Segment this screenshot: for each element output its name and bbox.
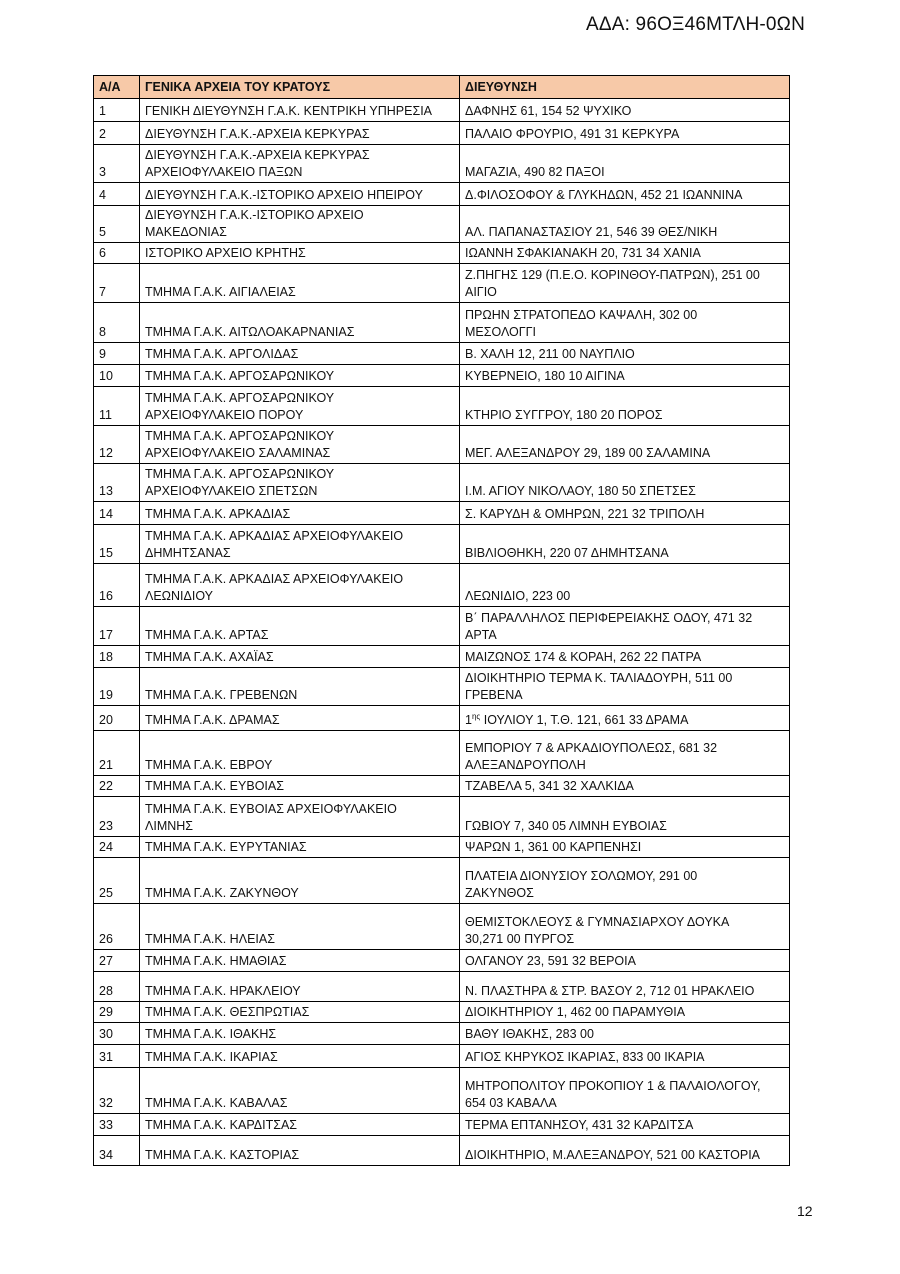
table-row <box>94 564 790 607</box>
table-row <box>94 904 790 950</box>
archive-name: ΔΙΕΥΘΥΝΣΗ Γ.Α.Κ.-ΙΣΤΟΡΙΚΟ ΑΡΧΕΙΟ ΜΑΚΕΔΟΝΙΑΣ <box>140 206 460 243</box>
archive-name: ΤΜΗΜΑ Γ.Α.Κ. ΚΑΒΑΛΑΣ <box>140 1068 460 1114</box>
archive-name: ΤΜΗΜΑ Γ.Α.Κ. ΑΡΓΟΣΑΡΩΝΙΚΟΥ ΑΡΧΕΙΟΦΥΛΑΚΕΙΟ ΣΑΛΑΜΙΝΑΣ <box>140 426 460 464</box>
table-row <box>94 183 790 206</box>
archive-name: ΤΜΗΜΑ Γ.Α.Κ. ΙΚΑΡΙΑΣ <box>140 1045 460 1068</box>
row-number: 24 <box>94 837 140 858</box>
table-row <box>94 387 790 426</box>
archive-address: ΑΛ. ΠΑΠΑΝΑΣΤΑΣΙΟΥ 21, 546 39 ΘΕΣ/ΝΙΚΗ <box>460 206 790 243</box>
table-header-row <box>94 76 790 99</box>
table-row <box>94 731 790 776</box>
archive-name: ΤΜΗΜΑ Γ.Α.Κ. ΕΒΡΟΥ <box>140 731 460 776</box>
archive-address: ΠΑΛΑΙΟ ΦΡΟΥΡΙΟ, 491 31 ΚΕΡΚΥΡΑ <box>460 122 790 145</box>
row-number: 10 <box>94 365 140 387</box>
row-number: 21 <box>94 731 140 776</box>
row-number: 3 <box>94 145 140 183</box>
archive-name: ΤΜΗΜΑ Γ.Α.Κ. ΚΑΣΤΟΡΙΑΣ <box>140 1136 460 1166</box>
table-body <box>94 99 790 1166</box>
row-number: 31 <box>94 1045 140 1068</box>
row-number: 20 <box>94 706 140 731</box>
archive-name: ΤΜΗΜΑ Γ.Α.Κ. ΑΡΓΟΣΑΡΩΝΙΚΟΥ ΑΡΧΕΙΟΦΥΛΑΚΕΙΟ ΣΠΕΤΣΩΝ <box>140 464 460 502</box>
archive-name: ΤΜΗΜΑ Γ.Α.Κ. ΗΜΑΘΙΑΣ <box>140 950 460 972</box>
table-row <box>94 99 790 122</box>
archive-address: ΚΥΒΕΡΝΕΙΟ, 180 10 ΑΙΓΙΝΑ <box>460 365 790 387</box>
archive-address: ΜΕΓ. ΑΛΕΞΑΝΔΡΟΥ 29, 189 00 ΣΑΛΑΜΙΝΑ <box>460 426 790 464</box>
archive-name: ΤΜΗΜΑ Γ.Α.Κ. ΑΙΓΙΑΛΕΙΑΣ <box>140 264 460 303</box>
row-number: 22 <box>94 776 140 797</box>
table-row <box>94 797 790 837</box>
archive-name: ΤΜΗΜΑ Γ.Α.Κ. ΑΙΤΩΛΟΑΚΑΡΝΑΝΙΑΣ <box>140 303 460 343</box>
row-number: 26 <box>94 904 140 950</box>
table-row <box>94 206 790 243</box>
row-number: 15 <box>94 525 140 564</box>
archives-table <box>93 75 790 1166</box>
archive-address: ΘΕΜΙΣΤΟΚΛΕΟΥΣ & ΓΥΜΝΑΣΙΑΡΧΟΥ ΔΟΥΚΑ 30,271 00 ΠΥΡΓΟΣ <box>460 904 790 950</box>
archive-name: ΤΜΗΜΑ Γ.Α.Κ. ΑΡΓΟΛΙΔΑΣ <box>140 343 460 365</box>
row-number: 2 <box>94 122 140 145</box>
archive-name: ΔΙΕΥΘΥΝΣΗ Γ.Α.Κ.-ΙΣΤΟΡΙΚΟ ΑΡΧΕΙΟ ΗΠΕΙΡΟΥ <box>140 183 460 206</box>
archive-address: ΛΕΩΝΙΔΙΟ, 223 00 <box>460 564 790 607</box>
archive-address: ΨΑΡΩΝ 1, 361 00 ΚΑΡΠΕΝΗΣΙ <box>460 837 790 858</box>
row-number: 29 <box>94 1002 140 1023</box>
row-number: 8 <box>94 303 140 343</box>
archive-name: ΤΜΗΜΑ Γ.Α.Κ. ΕΥΡΥΤΑΝΙΑΣ <box>140 837 460 858</box>
archive-address: ΜΑΓΑΖΙΑ, 490 82 ΠΑΞΟΙ <box>460 145 790 183</box>
row-number: 14 <box>94 502 140 525</box>
table-row <box>94 365 790 387</box>
address-suffix: ΙΟΥΛΙΟΥ 1, Τ.Θ. 121, 661 33 ΔΡΑΜΑ <box>480 713 689 727</box>
archive-address: ΜΑΙΖΩΝΟΣ 174 & ΚΟΡΑΗ, 262 22 ΠΑΤΡΑ <box>460 646 790 668</box>
table-row <box>94 1045 790 1068</box>
archive-address: ΒΙΒΛΙΟΘΗΚΗ, 220 07 ΔΗΜΗΤΣΑΝΑ <box>460 525 790 564</box>
archive-address: ΕΜΠΟΡΙΟΥ 7 & ΑΡΚΑΔΙΟΥΠΟΛΕΩΣ, 681 32 ΑΛΕΞΑΝΔΡΟΥΠΟΛΗ <box>460 731 790 776</box>
archive-name: ΤΜΗΜΑ Γ.Α.Κ. ΕΥΒΟΙΑΣ ΑΡΧΕΙΟΦΥΛΑΚΕΙΟ ΛΙΜΝΗΣ <box>140 797 460 837</box>
table-row <box>94 264 790 303</box>
table-row <box>94 706 790 731</box>
table-row <box>94 1136 790 1166</box>
archive-address: ΒΑΘΥ ΙΘΑΚΗΣ, 283 00 <box>460 1023 790 1045</box>
archive-name: ΤΜΗΜΑ Γ.Α.Κ. ΑΡΚΑΔΙΑΣ ΑΡΧΕΙΟΦΥΛΑΚΕΙΟ ΛΕΩΝΙΔΙΟΥ <box>140 564 460 607</box>
table-row <box>94 464 790 502</box>
row-number: 34 <box>94 1136 140 1166</box>
table-row <box>94 1114 790 1136</box>
archive-name: ΤΜΗΜΑ Γ.Α.Κ. ΗΛΕΙΑΣ <box>140 904 460 950</box>
row-number: 32 <box>94 1068 140 1114</box>
archive-name: ΤΜΗΜΑ Γ.Α.Κ. ΘΕΣΠΡΩΤΙΑΣ <box>140 1002 460 1023</box>
archive-address: ΔΑΦΝΗΣ 61, 154 52 ΨΥΧΙΚΟ <box>460 99 790 122</box>
row-number: 33 <box>94 1114 140 1136</box>
archive-address: ΚΤΗΡΙΟ ΣΥΓΓΡΟΥ, 180 20 ΠΟΡΟΣ <box>460 387 790 426</box>
table-row <box>94 243 790 264</box>
ada-code: ΑΔΑ: 96ΟΞ46ΜΤΛΗ-0ΩΝ <box>585 14 805 35</box>
table-row <box>94 122 790 145</box>
archive-address: ΔΙΟΙΚΗΤΗΡΙΟ, Μ.ΑΛΕΞΑΝΔΡΟΥ, 521 00 ΚΑΣΤΟΡΙΑ <box>460 1136 790 1166</box>
archive-address: Ι.Μ. ΑΓΙΟΥ ΝΙΚΟΛΑΟΥ, 180 50 ΣΠΕΤΣΕΣ <box>460 464 790 502</box>
row-number: 1 <box>94 99 140 122</box>
archive-name: ΤΜΗΜΑ Γ.Α.Κ. ΑΧΑΪΑΣ <box>140 646 460 668</box>
row-number: 12 <box>94 426 140 464</box>
archive-name: ΤΜΗΜΑ Γ.Α.Κ. ΑΡΤΑΣ <box>140 607 460 646</box>
archive-name: ΤΜΗΜΑ Γ.Α.Κ. ΚΑΡΔΙΤΣΑΣ <box>140 1114 460 1136</box>
table-row <box>94 972 790 1002</box>
archive-name: ΤΜΗΜΑ Γ.Α.Κ. ΔΡΑΜΑΣ <box>140 706 460 731</box>
archive-name: ΤΜΗΜΑ Γ.Α.Κ. ΑΡΓΟΣΑΡΩΝΙΚΟΥ <box>140 365 460 387</box>
archive-address: Β. ΧΑΛΗ 12, 211 00 ΝΑΥΠΛΙΟ <box>460 343 790 365</box>
archive-address: Β΄ ΠΑΡΑΛΛΗΛΟΣ ΠΕΡΙΦΕΡΕΙΑΚΗΣ ΟΔΟΥ, 471 32 ΑΡΤΑ <box>460 607 790 646</box>
table-row <box>94 950 790 972</box>
archive-address: ΙΩΑΝΝΗ ΣΦΑΚΙΑΝΑΚΗ 20, 731 34 ΧΑΝΙΑ <box>460 243 790 264</box>
archive-address <box>460 706 790 731</box>
row-number: 6 <box>94 243 140 264</box>
table-row <box>94 1023 790 1045</box>
row-number: 25 <box>94 858 140 904</box>
archive-name: ΤΜΗΜΑ Γ.Α.Κ. ΑΡΓΟΣΑΡΩΝΙΚΟΥ ΑΡΧΕΙΟΦΥΛΑΚΕΙΟ ΠΟΡΟΥ <box>140 387 460 426</box>
archive-address: ΔΙΟΙΚΗΤΗΡΙΟ ΤΕΡΜΑ Κ. ΤΑΛΙΑΔΟΥΡΗ, 511 00 ΓΡΕΒΕΝΑ <box>460 668 790 706</box>
archive-name: ΤΜΗΜΑ Γ.Α.Κ. ΙΘΑΚΗΣ <box>140 1023 460 1045</box>
archive-address: Δ.ΦΙΛΟΣΟΦΟΥ & ΓΛΥΚΗΔΩΝ, 452 21 ΙΩΑΝΝΙΝΑ <box>460 183 790 206</box>
archive-address: Σ. ΚΑΡΥΔΗ & ΟΜΗΡΩΝ, 221 32 ΤΡΙΠΟΛΗ <box>460 502 790 525</box>
archive-name: ΤΜΗΜΑ Γ.Α.Κ. ΓΡΕΒΕΝΩΝ <box>140 668 460 706</box>
archive-address: ΠΛΑΤΕΙΑ ΔΙΟΝΥΣΙΟΥ ΣΟΛΩΜΟΥ, 291 00 ΖΑΚΥΝΘΟΣ <box>460 858 790 904</box>
archive-name: ΤΜΗΜΑ Γ.Α.Κ. ΗΡΑΚΛΕΙΟΥ <box>140 972 460 1002</box>
row-number: 17 <box>94 607 140 646</box>
table-row <box>94 525 790 564</box>
archive-name: ΤΜΗΜΑ Γ.Α.Κ. ΖΑΚΥΝΘΟΥ <box>140 858 460 904</box>
column-header-aa: Α/Α <box>94 76 140 99</box>
row-number: 23 <box>94 797 140 837</box>
archive-address: ΟΛΓΑΝΟΥ 23, 591 32 ΒΕΡΟΙΑ <box>460 950 790 972</box>
archive-address: ΓΩΒΙΟΥ 7, 340 05 ΛΙΜΝΗ ΕΥΒΟΙΑΣ <box>460 797 790 837</box>
archive-name: ΔΙΕΥΘΥΝΣΗ Γ.Α.Κ.-ΑΡΧΕΙΑ ΚΕΡΚΥΡΑΣ <box>140 122 460 145</box>
row-number: 27 <box>94 950 140 972</box>
archive-address: ΤΖΑΒΕΛΑ 5, 341 32 ΧΑΛΚΙΔΑ <box>460 776 790 797</box>
row-number: 18 <box>94 646 140 668</box>
table-row <box>94 426 790 464</box>
archive-name: ΔΙΕΥΘΥΝΣΗ Γ.Α.Κ.-ΑΡΧΕΙΑ ΚΕΡΚΥΡΑΣ ΑΡΧΕΙΟΦΥΛΑΚΕΙΟ ΠΑΞΩΝ <box>140 145 460 183</box>
row-number: 4 <box>94 183 140 206</box>
address-superscript: ης <box>471 711 481 721</box>
archive-address: Ν. ΠΛΑΣΤΗΡΑ & ΣΤΡ. ΒΑΣΟΥ 2, 712 01 ΗΡΑΚΛΕΙΟ <box>460 972 790 1002</box>
archive-name: ΓΕΝΙΚΗ ΔΙΕΥΘΥΝΣΗ Γ.Α.Κ. ΚΕΝΤΡΙΚΗ ΥΠΗΡΕΣΙΑ <box>140 99 460 122</box>
column-header-address: ΔΙΕΥΘΥΝΣΗ <box>460 76 790 99</box>
archive-address: ΑΓΙΟΣ ΚΗΡΥΚΟΣ ΙΚΑΡΙΑΣ, 833 00 ΙΚΑΡΙΑ <box>460 1045 790 1068</box>
row-number: 7 <box>94 264 140 303</box>
table-row <box>94 837 790 858</box>
archive-name: ΤΜΗΜΑ Γ.Α.Κ. ΑΡΚΑΔΙΑΣ ΑΡΧΕΙΟΦΥΛΑΚΕΙΟ ΔΗΜΗΤΣΑΝΑΣ <box>140 525 460 564</box>
archive-name: ΤΜΗΜΑ Γ.Α.Κ. ΕΥΒΟΙΑΣ <box>140 776 460 797</box>
archive-address: ΤΕΡΜΑ ΕΠΤΑΝΗΣΟΥ, 431 32 ΚΑΡΔΙΤΣΑ <box>460 1114 790 1136</box>
table-row <box>94 1068 790 1114</box>
table-row <box>94 145 790 183</box>
table-row <box>94 303 790 343</box>
table-row <box>94 502 790 525</box>
archive-address: ΜΗΤΡΟΠΟΛΙΤΟΥ ΠΡΟΚΟΠΙΟΥ 1 & ΠΑΛΑΙΟΛΟΓΟΥ, 654 03 ΚΑΒΑΛΑ <box>460 1068 790 1114</box>
row-number: 5 <box>94 206 140 243</box>
table-row <box>94 668 790 706</box>
column-header-archives: ΓΕΝΙΚΑ ΑΡΧΕΙΑ ΤΟΥ ΚΡΑΤΟΥΣ <box>140 76 460 99</box>
row-number: 19 <box>94 668 140 706</box>
table-row <box>94 343 790 365</box>
row-number: 11 <box>94 387 140 426</box>
row-number: 9 <box>94 343 140 365</box>
row-number: 28 <box>94 972 140 1002</box>
row-number: 30 <box>94 1023 140 1045</box>
table-row <box>94 858 790 904</box>
address-prefix: 1 <box>465 713 472 727</box>
archive-address: ΠΡΩΗΝ ΣΤΡΑΤΟΠΕΔΟ ΚΑΨΑΛΗ, 302 00 ΜΕΣΟΛΟΓΓΙ <box>460 303 790 343</box>
archive-address: ΔΙΟΙΚΗΤΗΡΙΟΥ 1, 462 00 ΠΑΡΑΜΥΘΙΑ <box>460 1002 790 1023</box>
row-number: 16 <box>94 564 140 607</box>
page-number: 12 <box>797 1203 813 1219</box>
table-row <box>94 776 790 797</box>
archive-address: Ζ.ΠΗΓΗΣ 129 (Π.Ε.Ο. ΚΟΡΙΝΘΟΥ-ΠΑΤΡΩΝ), 251 00 ΑΙΓΙΟ <box>460 264 790 303</box>
table-row <box>94 646 790 668</box>
table-row <box>94 607 790 646</box>
table-row <box>94 1002 790 1023</box>
archive-name: ΤΜΗΜΑ Γ.Α.Κ. ΑΡΚΑΔΙΑΣ <box>140 502 460 525</box>
row-number: 13 <box>94 464 140 502</box>
archive-name: ΙΣΤΟΡΙΚΟ ΑΡΧΕΙΟ ΚΡΗΤΗΣ <box>140 243 460 264</box>
